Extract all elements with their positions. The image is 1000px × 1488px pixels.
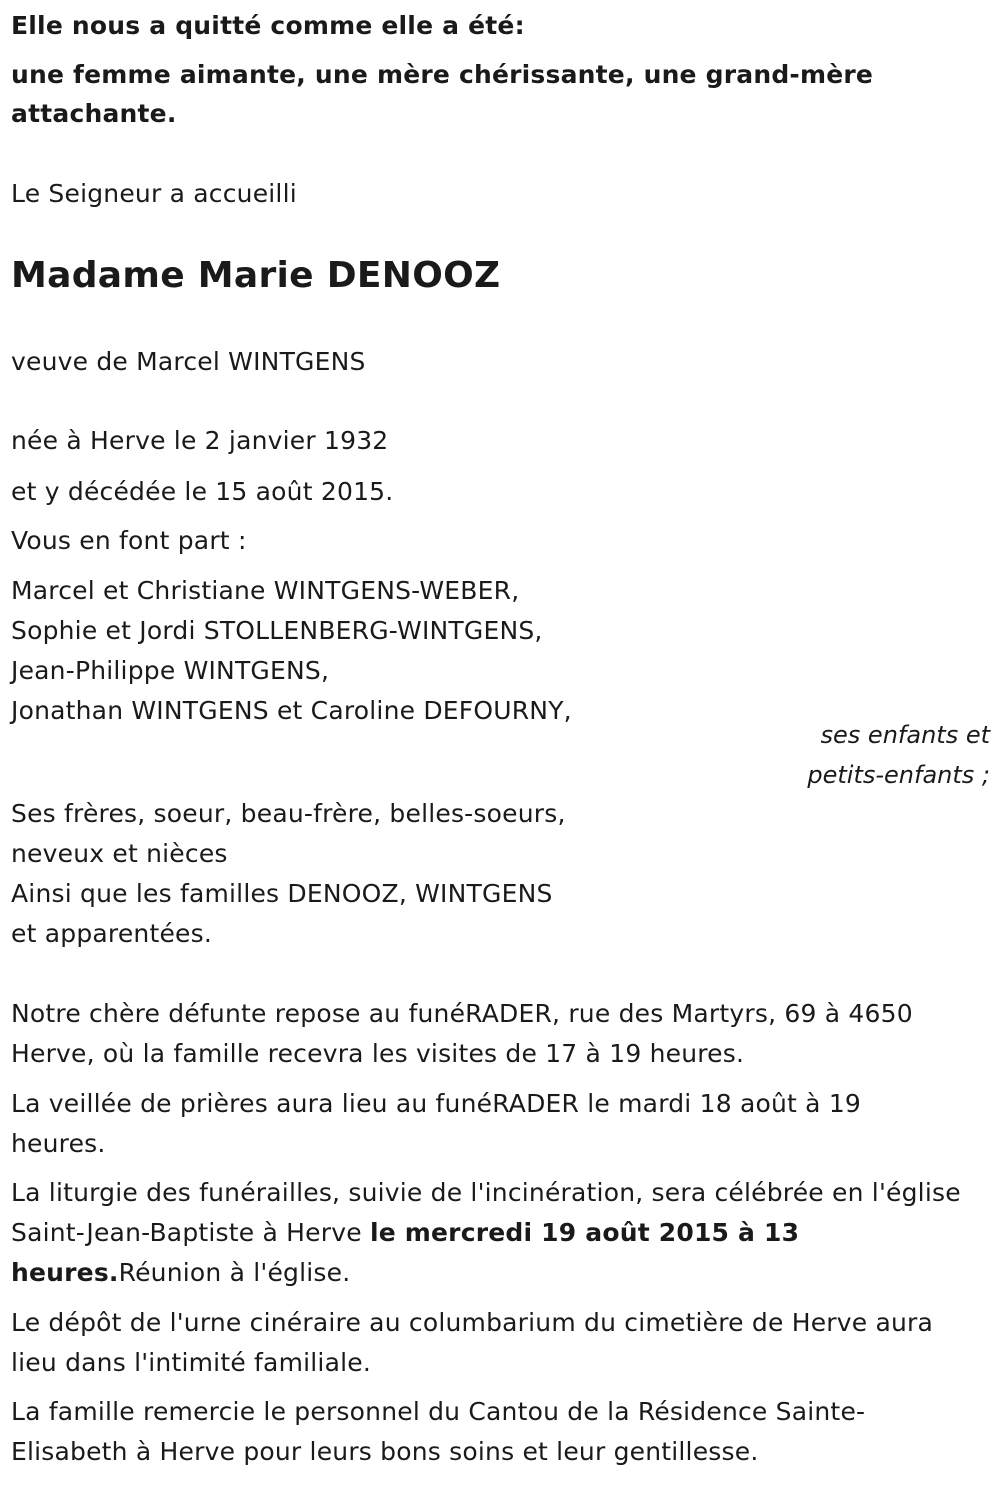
announcement: Le Seigneur a accueilli xyxy=(11,179,297,208)
rest-line-1: Notre chère défunte repose au funéRADER, rue des Martyrs, 69 à 4650 xyxy=(11,999,913,1028)
family-line: Sophie et Jordi STOLLENBERG-WINTGENS, xyxy=(11,616,543,645)
urn-line-1: Le dépôt de l'urne cinéraire au columbarium du cimetière de Herve aura xyxy=(11,1308,934,1337)
urn-line-2: lieu dans l'intimité familiale. xyxy=(11,1348,371,1377)
vigil-line-2: heures. xyxy=(11,1129,106,1158)
birth-info: née à Herve le 2 janvier 1932 xyxy=(11,426,389,455)
family-line: Jean-Philippe WINTGENS, xyxy=(11,656,330,685)
family-role-line-1: ses enfants et xyxy=(820,721,990,749)
deceased-name: Madame Marie DENOOZ xyxy=(11,255,501,296)
relatives-line: Ainsi que les familles DENOOZ, WINTGENS xyxy=(11,879,553,908)
liturgy-date: le mercredi 19 août 2015 à 13 xyxy=(369,1218,800,1247)
vigil-line-1: La veillée de prières aura lieu au funéRADER le mardi 18 août à 19 xyxy=(11,1089,862,1118)
death-info: et y décédée le 15 août 2015. xyxy=(11,477,394,506)
intro-line-3: attachante. xyxy=(11,99,177,128)
relatives-line: neveux et nièces xyxy=(11,839,228,868)
thanks-line-1: La famille remercie le personnel du Cantou de la Résidence Sainte- xyxy=(11,1397,866,1426)
liturgy-meeting: Réunion à l'église. xyxy=(118,1258,351,1287)
relatives-line: et apparentées. xyxy=(11,919,212,948)
liturgy-hour: heures. xyxy=(11,1258,119,1287)
liturgy-line-3 xyxy=(11,1253,350,1293)
intro-line-2: une femme aimante, une mère chérissante, une grand-mère xyxy=(11,60,874,89)
intro-line-1: Elle nous a quitté comme elle a été: xyxy=(11,11,525,40)
family-role-line-2: petits-enfants ; xyxy=(807,761,990,789)
share-intro: Vous en font part : xyxy=(11,526,247,555)
liturgy-line-1: La liturgie des funérailles, suivie de l'incinération, sera célébrée en l'église xyxy=(11,1178,961,1207)
relatives-line: Ses frères, soeur, beau-frère, belles-soeurs, xyxy=(11,799,566,828)
thanks-line-2: Elisabeth à Herve pour leurs bons soins et leur gentillesse. xyxy=(11,1437,759,1466)
rest-line-2: Herve, où la famille recevra les visites de 17 à 19 heures. xyxy=(11,1039,745,1068)
family-line: Marcel et Christiane WINTGENS-WEBER, xyxy=(11,576,520,605)
widow-of: veuve de Marcel WINTGENS xyxy=(11,347,366,376)
liturgy-place: Saint-Jean-Baptiste à Herve xyxy=(11,1218,370,1247)
liturgy-line-2 xyxy=(11,1213,799,1253)
family-line: Jonathan WINTGENS et Caroline DEFOURNY, xyxy=(11,696,572,725)
